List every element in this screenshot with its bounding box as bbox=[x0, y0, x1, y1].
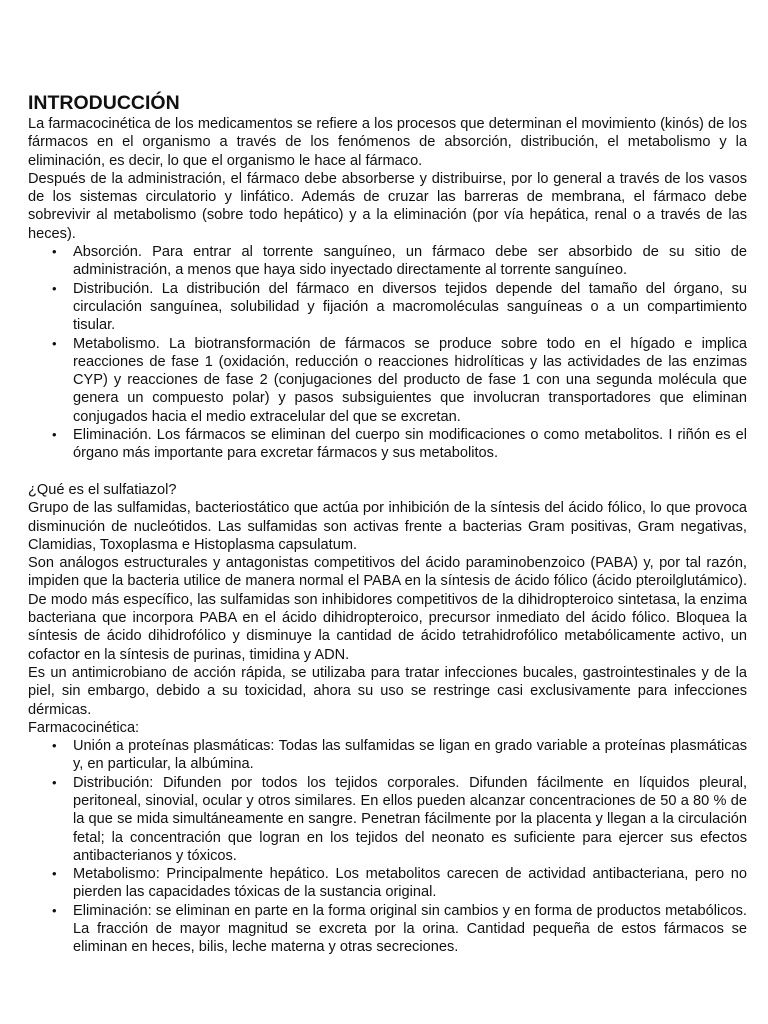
bullet-icon: • bbox=[52, 244, 57, 260]
list-item-text: Metabolismo: Principalmente hepático. Los metabolitos carecen de actividad antibacteriana, pero no pierden las capacidades tóxicas de la sustancia original. bbox=[73, 866, 747, 901]
blank-line bbox=[28, 463, 747, 481]
bullet-icon: • bbox=[52, 335, 57, 351]
list-item bbox=[52, 865, 747, 902]
bullet-icon: • bbox=[52, 774, 57, 790]
list-item bbox=[52, 243, 747, 280]
list-item-text: Eliminación. Los fármacos se eliminan del cuerpo sin modificaciones o como metabolitos. I riñón es el órgano más importante para excretar fármacos y sus metabolitos. bbox=[73, 427, 747, 462]
list-item bbox=[52, 774, 747, 865]
bullet-icon: • bbox=[52, 866, 57, 882]
bullet-icon: • bbox=[52, 738, 57, 754]
pharmacokinetics-bullet-list bbox=[28, 737, 747, 957]
intro-paragraph-2: Después de la administración, el fármaco debe absorberse y distribuirse, por lo general a través de los vasos de los sistemas circulatorio y linfático. Además de cruzar las barreras de membrana, el fármaco debe sobrevivir al metabolismo (sobre todo hepático) y a la eliminación (por vía hepática, renal o a través de las heces). bbox=[28, 170, 747, 242]
list-item bbox=[52, 335, 747, 426]
intro-paragraph-1: La farmacocinética de los medicamentos se refiere a los procesos que determinan el movimiento (kinós) de los fármacos en el organismo a través de los fenómenos de absorción, distribución, el metabolismo y la eliminación, es decir, lo que el organismo le hace al fármaco. bbox=[28, 116, 747, 169]
intro-bullet-list bbox=[28, 243, 747, 463]
pharmacokinetics-heading: Farmacocinética: bbox=[28, 719, 140, 736]
bullet-icon: • bbox=[52, 902, 57, 918]
list-item-text: Unión a proteínas plasmáticas: Todas las sulfamidas se ligan en grado variable a proteínas plasmáticas y, en particular, la albúmina. bbox=[73, 738, 747, 773]
list-item-text: Distribución: Difunden por todos los tejidos corporales. Difunden fácilmente en líquidos pleural, peritoneal, sinovial, ocular y otros similares. En ellos pueden alcanzar concentraciones de 50 a 80 % de la que se mida simultáneamente en sangre. Penetran fácilmente por la placenta y llegan a la circulación fetal; la concentración que logran en los tejidos del neonato es suficiente para ejercer sus efectos antibacterianos y tóxicos. bbox=[73, 774, 747, 864]
list-item bbox=[52, 737, 747, 774]
page-title: INTRODUCCIÓN bbox=[28, 92, 180, 114]
sulfa-paragraph-3: Es un antimicrobiano de acción rápida, se utilizaba para tratar infecciones bucales, gastrointestinales y de la piel, sin embargo, debido a su toxicidad, ahora su uso se restringe casi exclusivamente para infecciones dérmicas. bbox=[28, 664, 747, 718]
bullet-icon: • bbox=[52, 427, 57, 443]
list-item bbox=[52, 902, 747, 957]
document-page bbox=[28, 91, 747, 957]
list-item bbox=[52, 280, 747, 335]
list-item bbox=[52, 426, 747, 463]
list-item-text: Metabolismo. La biotransformación de fármacos se produce sobre todo en el hígado e implica reacciones de fase 1 (oxidación, reducción o reacciones hidrolíticas y las actividades de las enzimas CYP) y reacciones de fase 2 (conjugaciones del producto de fase 1 con una segunda molécula que genera un compuesto polar) y pasos subsiguientes que involucran transportadores que eliminan conjugados hacia el medio extracelular del que se excretan. bbox=[73, 335, 747, 425]
sulfa-paragraph-2: Son análogos estructurales y antagonistas competitivos del ácido paraminobenzoico (PABA) y, por tal razón, impiden que la bacteria utilice de manera normal el PABA en la síntesis de ácido fólico (ácido pteroilglutámico). De modo más específico, las sulfamidas son inhibidores competitivos de la dihidropteroico sintetasa, la enzima bacteriana que incorpora PABA en el ácido dihidropteroico, precursor inmediato del ácido fólico. Bloquea la síntesis de ácido dihidrofólico y disminuye la cantidad de ácido tetrahidrofólico metabólicamente activo, un cofactor en la síntesis de purinas, timidina y ADN. bbox=[28, 555, 747, 663]
bullet-icon: • bbox=[52, 280, 57, 296]
list-item-text: Distribución. La distribución del fármaco en diversos tejidos depende del tamaño del órgano, su circulación sanguínea, solubilidad y fijación a macromoléculas sanguíneas o a un compartimiento tisular. bbox=[73, 280, 747, 334]
list-item-text: Eliminación: se eliminan en parte en la forma original sin cambios y en forma de productos metabólicos. La fracción de mayor magnitud se excreta por la orina. Cantidad pequeña de estos fármacos se eliminan en heces, bilis, leche materna y otras secreciones. bbox=[73, 902, 747, 956]
sulfa-paragraph-1: Grupo de las sulfamidas, bacteriostático que actúa por inhibición de la síntesis del ácido fólico, lo que provoca disminución de nucleótidos. Las sulfamidas son activas frente a bacterias Gram positivas, Gram negativas, Clamidias, Toxoplasma e Histoplasma capsulatum. bbox=[28, 500, 747, 553]
list-item-text: Absorción. Para entrar al torrente sanguíneo, un fármaco debe ser absorbido de su sitio de administración, a menos que haya sido inyectado directamente al torrente sanguíneo. bbox=[73, 244, 747, 279]
section-question: ¿Qué es el sulfatiazol? bbox=[28, 481, 177, 498]
